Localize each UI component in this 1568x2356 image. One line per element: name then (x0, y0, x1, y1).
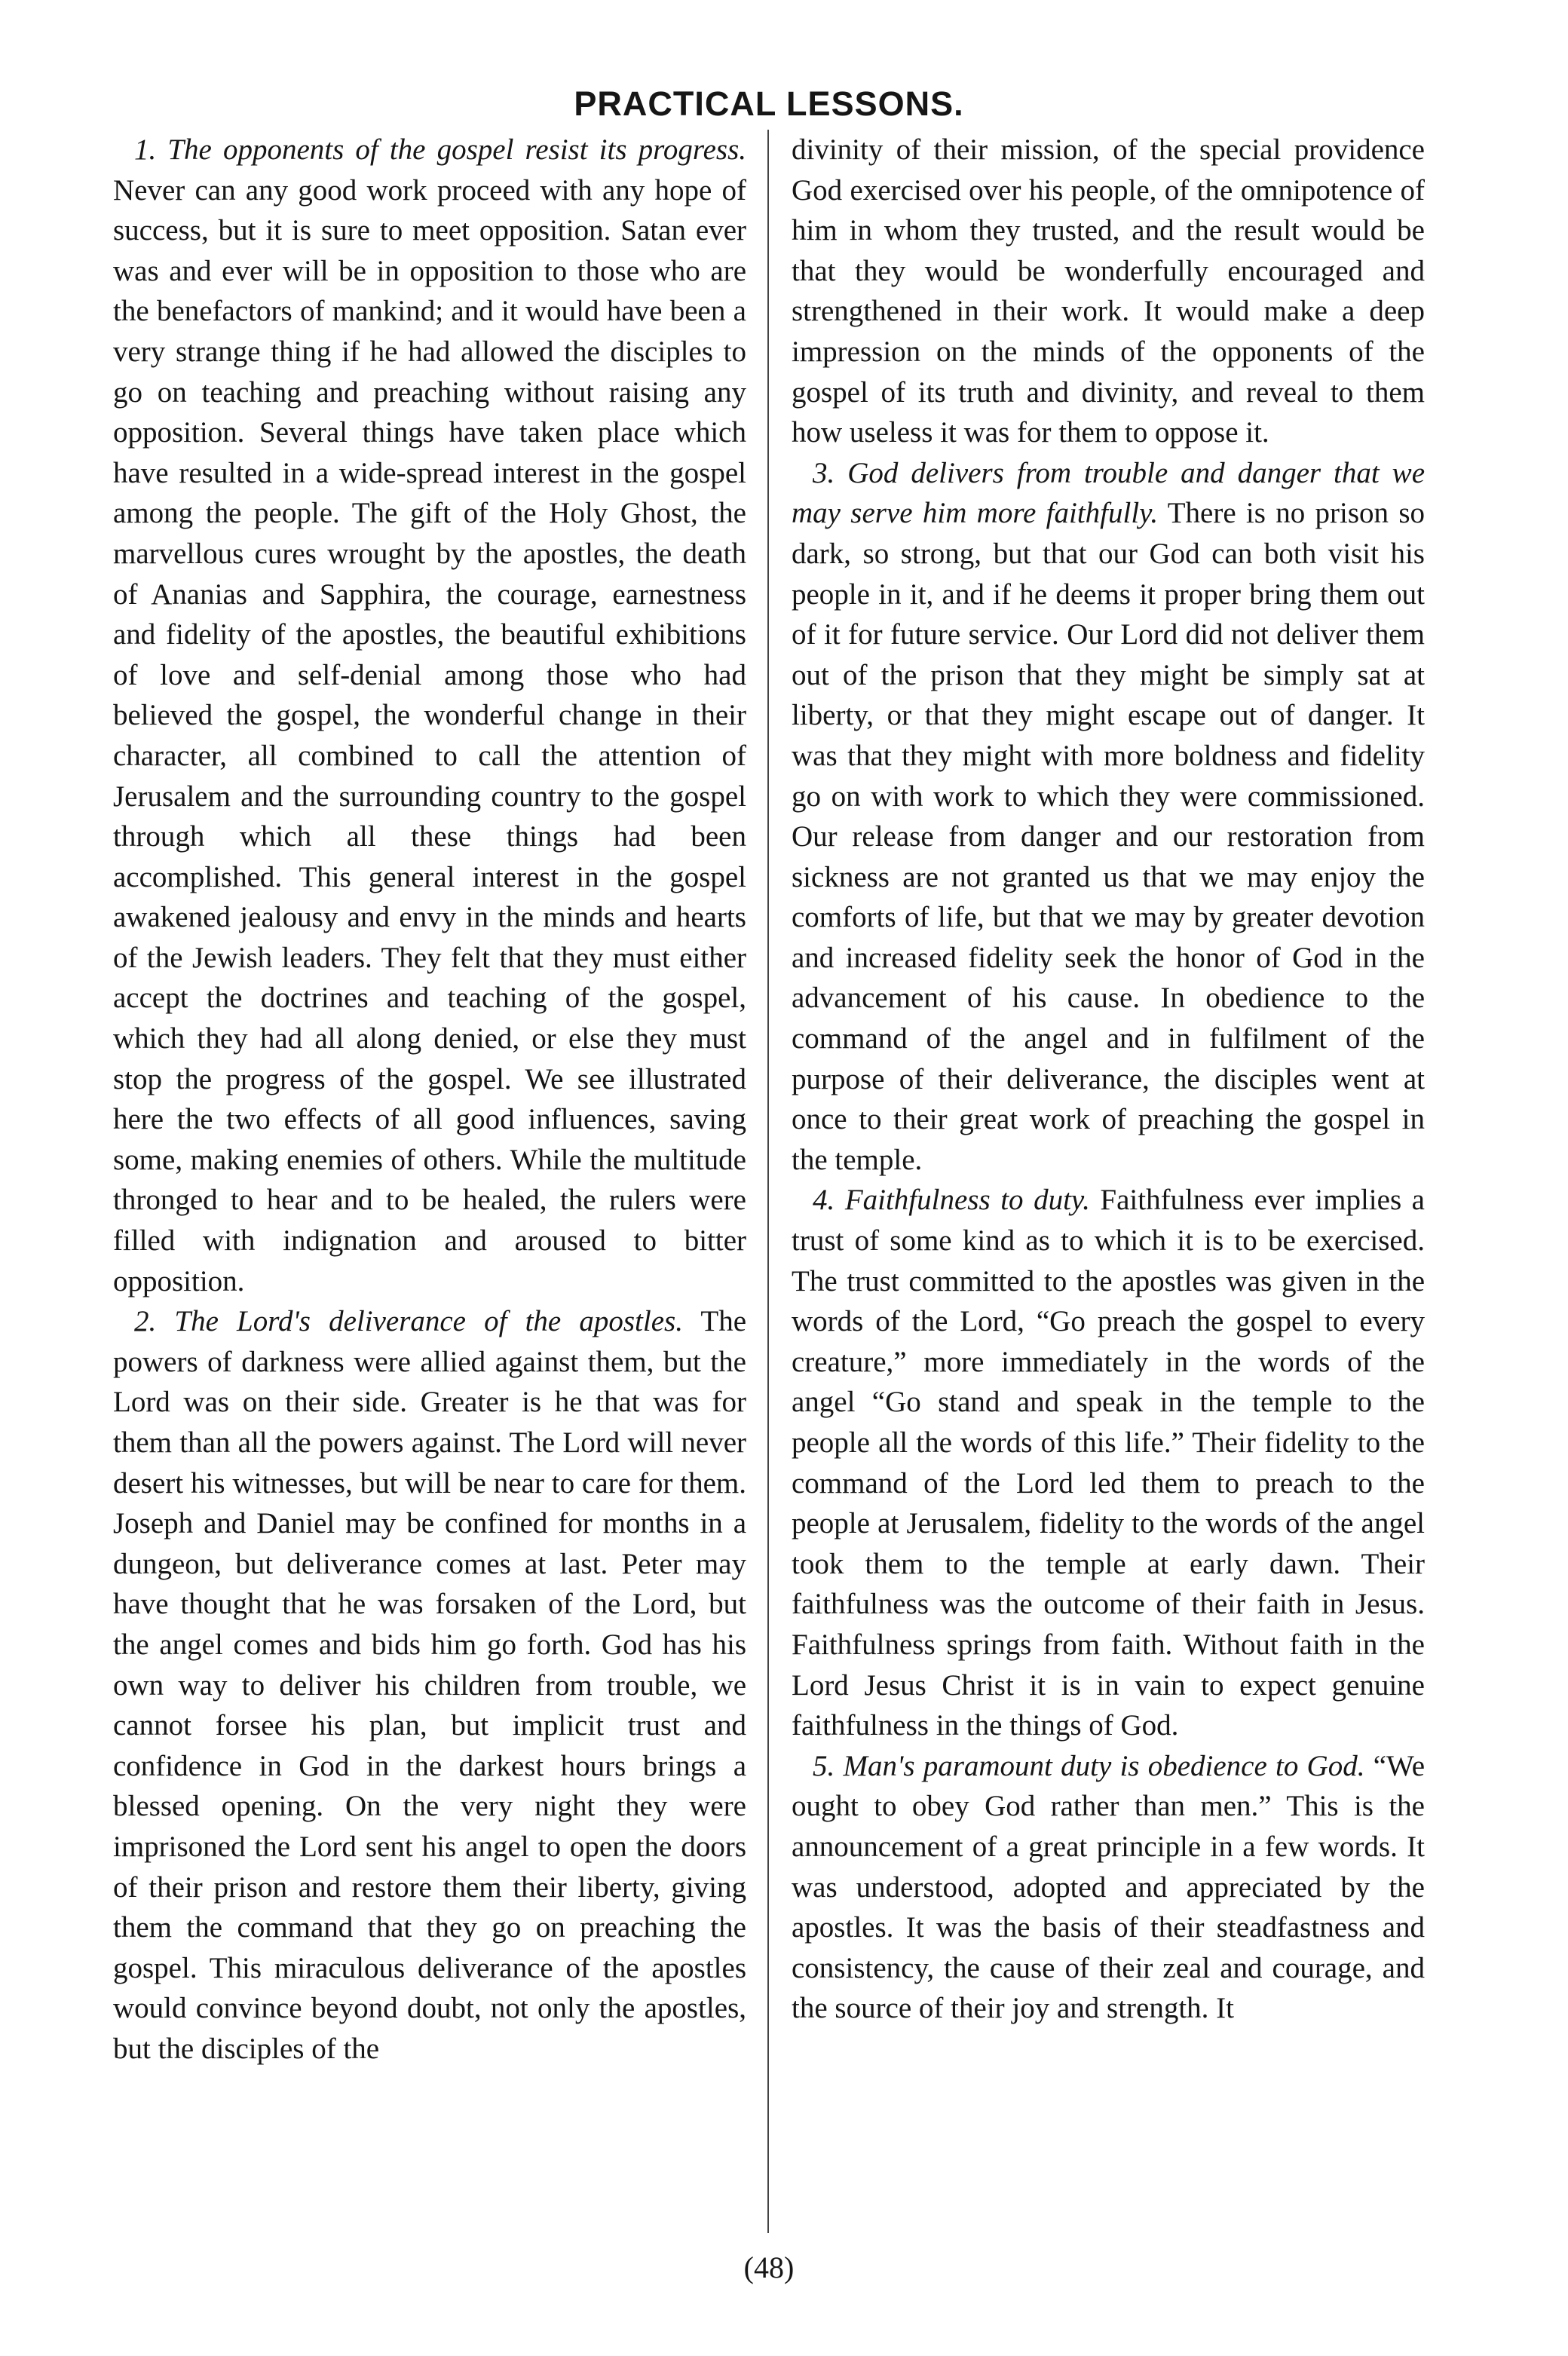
lesson-number: 2. (134, 1305, 157, 1338)
continued-paragraph (792, 130, 1425, 453)
lesson-heading: Faithfulness to duty. (844, 1184, 1090, 1217)
lesson-heading: God delivers from trouble and danger that we may serve him more faithfully. (792, 456, 1426, 530)
lesson-number: 4. (813, 1184, 835, 1217)
lesson-number: 3. (813, 456, 835, 489)
lesson-paragraph (113, 1301, 746, 2069)
lesson-text: “We ought to obey God rather than men.” This is the announcement of a great principle in a few words. It was understood, adopted and appreciated by the apostles. It was the basis of their steadfastness and consistency, the cause of their zeal and courage, and the source of their joy and strength. It (792, 1749, 1426, 2025)
lesson-text: The powers of darkness were allied against them, but the Lord was on their side. Greater is he that was for them than all the powers against. The Lord will never desert his witnesses, but will be near to care for them. Joseph and Daniel may be confined for months in a dungeon, but deliverance comes at last. Peter may have thought that he was forsaken of the Lord, but the angel comes and bids him go forth. God has his own way to deliver his children from trouble, we cannot forsee his plan, but implicit trust and confidence in God in the darkest hours brings a blessed opening. On the very night they were imprisoned the Lord sent his angel to open the doors of their prison and restore them their liberty, giving them the command that they go on preaching the gospel. This miraculous deliverance of the apostles would convince beyond doubt, not only the apostles, but the disciples of the (113, 1305, 747, 2065)
lesson-text: Never can any good work proceed with any hope of success, but it is sure to meet opposition. Satan ever was and ever will be in opposition to those who are the benefactors of mankind; and it would have been a very strange thing if he had allowed the disciples to go on teaching and preaching without raising any opposition. Several things have taken place which have resulted in a wide-spread interest in the gospel among the people. The gift of the Holy Ghost, the marvellous cures wrought by the apostles, the death of Ananias and Sapphira, the courage, earnestness and fidelity of the apostles, the beautiful exhibitions of love and self-denial among those who had believed the gospel, the wonderful change in their character, all combined to call the attention of Jerusalem and the surrounding country to the gospel through which all these things had been accomplished. This general interest in the gospel awakened jealousy and envy in the minds and hearts of the Jewish leaders. They felt that they must either accept the doctrines and teaching of the gospel, which they had all along denied, or else they must stop the progress of the gospel. We see illustrated here the two effects of all good influences, saving some, making enemies of others. While the multitude thronged to hear and to be healed, the rulers were filled with indignation and aroused to bitter opposition. (113, 173, 746, 1297)
lesson-text: divinity of their mission, of the special providence God exercised over his people, of the omnipotence of him in whom they trusted, and the result would be that they would be wonderfully encouraged and strengthened in their work. It would make a deep impression on the minds of the opponents of the gospel of its truth and divinity, and reveal to them how useless it was for them to oppose it. (792, 133, 1425, 449)
lesson-text: Faithfulness ever implies a trust of some kind as to which it is to be exercised. The trust committed to the apostles was given in the words of the Lord, “Go preach the gospel to every creature,” more immediately in the words of the angel “Go stand and speak in the temple to the people all the words of this life.” Their fidelity to the command of the Lord led them to preach to the people at Jerusalem, fidelity to the words of the angel took them to the temple at early dawn. Their faithfulness was the outcome of their faith in Jesus. Faithfulness springs from faith. Without faith in the Lord Jesus Christ it is in vain to expect genuine faithfulness in the things of God. (792, 1184, 1425, 1742)
page-title: PRACTICAL LESSONS. (574, 84, 964, 123)
right-column (792, 130, 1425, 2241)
lesson-paragraph (792, 1746, 1425, 2029)
lesson-paragraph (113, 130, 746, 1301)
lesson-paragraph (792, 453, 1425, 1181)
lesson-number: 5. (813, 1749, 835, 1782)
left-column (113, 130, 746, 2241)
page (113, 83, 1425, 2315)
lesson-heading: The Lord's deliverance of the apostles. (174, 1305, 683, 1338)
lesson-text: There is no prison so dark, so strong, but that our God can both visit his people in it, and if he deems it proper bring them out of it for future service. Our Lord did not deliver them out of the prison that they might be simply sat at liberty, or that they might escape out of danger. It was that they might with more boldness and fidelity go on with work to which they were commissioned. Our release from danger and our restoration from sickness are not granted us that we may enjoy the comforts of life, but that we may by greater devotion and increased fidelity seek the honor of God in the advancement of his cause. In obedience to the command of the angel and in fulfilment of the purpose of their deliverance, the disciples went at once to their great work of preaching the gospel in the temple. (792, 497, 1426, 1176)
lesson-heading: Man's paramount duty is obedience to God. (843, 1749, 1365, 1782)
column-divider (767, 130, 769, 2233)
lesson-number: 1. (134, 133, 157, 166)
page-number: (48) (743, 2250, 795, 2284)
lesson-heading: The opponents of the gospel resist its progress. (167, 133, 746, 166)
text-columns (113, 130, 1425, 2241)
lesson-paragraph (792, 1180, 1425, 1745)
